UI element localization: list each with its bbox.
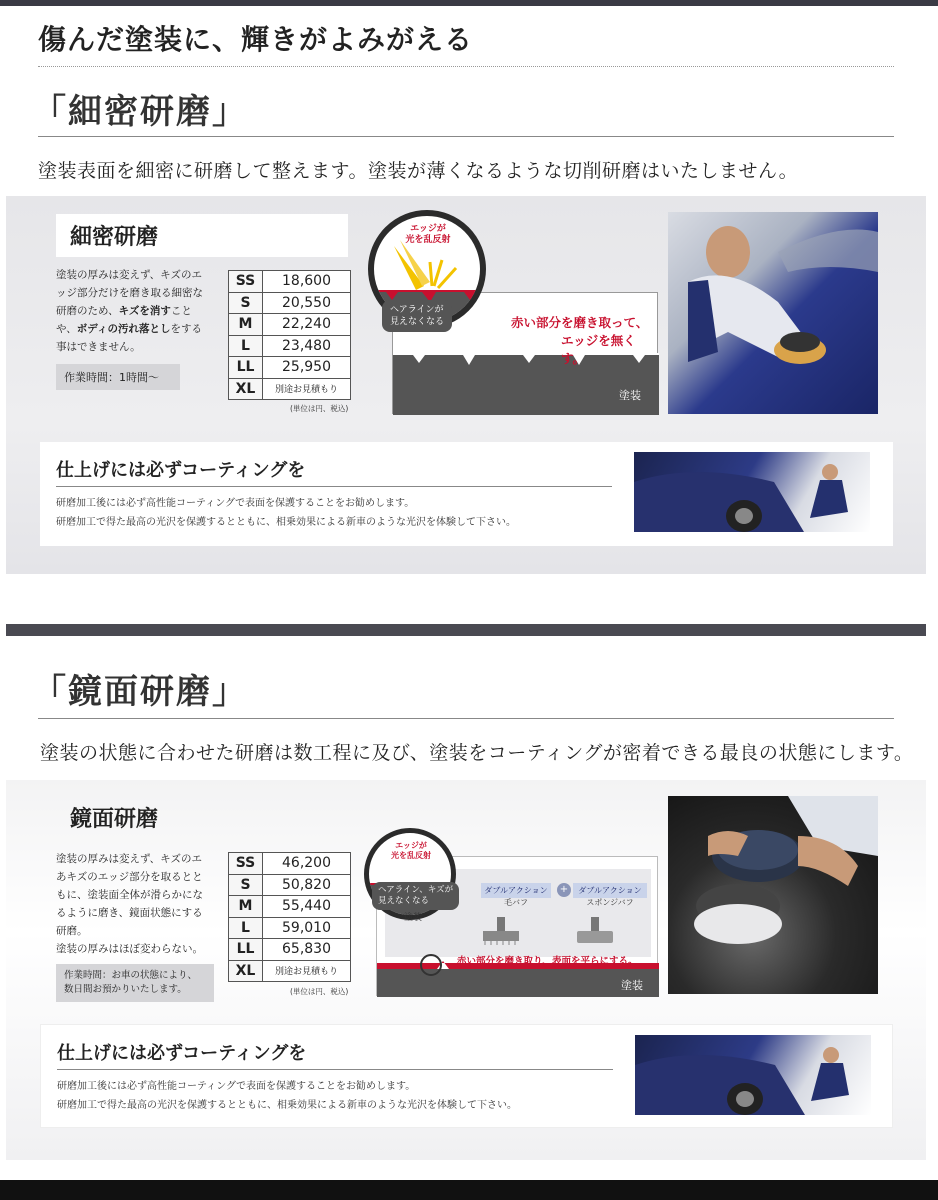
buffer-machine-image: [668, 796, 878, 994]
tool1-title: ダブルアクション: [481, 883, 551, 898]
diagram-red-note-2: エッジを無くす。: [561, 333, 636, 366]
worker-polishing-image: [668, 212, 878, 414]
section1-title: 「細密研磨」: [32, 92, 248, 132]
diagram2-paint-label: 塗装: [621, 979, 643, 992]
coating-photo-2: [635, 1035, 871, 1115]
zoom-marker-circle: [420, 954, 442, 976]
table-row: L 23,480: [229, 335, 351, 357]
table-row: LL 65,830: [229, 939, 351, 961]
polishing-photo-1: [668, 212, 878, 414]
coating-card-1: [40, 442, 893, 546]
coating-text-2: 研磨加工後には必ず高性能コーティングで表面を保護することをお勧めします。 研磨加工で得た最高の光沢を保護するとともに、相乗効果による新車のような光沢を体験して下さい。: [57, 1081, 517, 1111]
table-row: SS 46,200: [229, 853, 351, 875]
top-bar: [0, 0, 938, 6]
bubble-text: エッジが 光を乱反射: [405, 224, 451, 245]
table-row: LL 25,950: [229, 357, 351, 379]
table-row: S 20,550: [229, 292, 351, 314]
polishing-photo-2: [668, 796, 878, 994]
coating-rule-1: [56, 486, 612, 487]
section2-label: 鏡面研磨: [70, 807, 159, 832]
coating-text-1: 研磨加工後には必ず高性能コーティングで表面を保護することをお勧めします。 研磨加工で得た最高の光沢を保護するとともに、相乗効果による新車のような光沢を体験して下さい。: [56, 498, 516, 528]
page-title: 傷んだ塗装に、輝きがよみがえる: [38, 23, 474, 56]
section2-lead: 塗装の状態に合わせた研磨は数工程に及び、塗装をコーティングが密着できる最良の状態にします。: [40, 742, 914, 764]
coating-title-1: 仕上げには必ずコーティングを: [56, 460, 306, 481]
coating-card-2: [40, 1024, 893, 1128]
section2-description: 塗装の厚みは変えず、キズのエ あキズのエッジ部分を取るとと もに、塗装面全体が滑らかにな るように磨き、鏡面状態にする 研磨。 塗装の厚みはほぼ変わらない。: [56, 853, 203, 955]
diagram-red-note-1: 赤い部分を磨き取って、: [511, 315, 649, 330]
section1-label: 細密研磨: [56, 214, 348, 257]
section2-title: 「鏡面研磨」: [32, 672, 248, 712]
diagram2-paint-small: 塗装: [404, 913, 423, 923]
hairline-callout-2: ヘアライン、キズが 見えなくなる: [372, 882, 459, 910]
table-row: XL 別途お見積もり: [229, 960, 351, 982]
section1-worktime: 作業時間：1時間〜: [56, 364, 180, 390]
tool1-subtitle: 毛バフ: [504, 898, 528, 907]
section1-price-table: [228, 270, 351, 400]
section1-rule: [38, 136, 894, 137]
table-row: M 55,440: [229, 896, 351, 918]
bottom-bar: [0, 1180, 938, 1200]
table-row: L 59,010: [229, 917, 351, 939]
tool2-subtitle: スポンジバフ: [586, 898, 634, 907]
section-divider-bar: [6, 624, 926, 636]
section2-unit-note: (単位は円、税込): [290, 987, 349, 996]
section2-worktime: 作業時間：お車の状態により、 数日間お預かりいたします。: [56, 964, 214, 1002]
section2-price-table: [228, 852, 351, 982]
title-divider: [38, 66, 894, 67]
plus-icon: +: [557, 883, 571, 897]
diagram2-red-note: 赤い部分を磨き取り、表面を平らにする。: [457, 956, 638, 967]
table-row: S 50,820: [229, 874, 351, 896]
table-row: SS 18,600: [229, 271, 351, 293]
section1-lead: 塗装表面を細密に研磨して整えます。塗装が薄くなるような切削研磨はいたしません。: [38, 160, 799, 182]
coating-rule-2: [57, 1069, 613, 1070]
section2-rule: [38, 718, 894, 719]
section1-description: 塗装の厚みは変えず、キズのエ ッジ部分だけを磨き取る細密な 研磨のため、キズを消すこと や、ボディの汚れ落としをする 事はできません。: [56, 269, 203, 353]
diagram-paint-label: 塗装: [619, 389, 641, 402]
tool2-title: ダブルアクション: [573, 883, 647, 898]
hairline-callout: ヘアラインが 見えなくなる: [382, 300, 452, 332]
coating-photo-1: [634, 452, 870, 532]
table-row: M 22,240: [229, 314, 351, 336]
coating-title-2: 仕上げには必ずコーティングを: [57, 1043, 307, 1064]
buff-tools-icon: [481, 911, 651, 947]
section1-unit-note: (単位は円、税込): [290, 404, 349, 413]
car-worker-image-2: [635, 1035, 871, 1115]
table-row: XL 別途お見積もり: [229, 378, 351, 400]
bubble-text-2: エッジが 光を乱反射: [391, 841, 431, 860]
car-worker-image: [634, 452, 870, 532]
